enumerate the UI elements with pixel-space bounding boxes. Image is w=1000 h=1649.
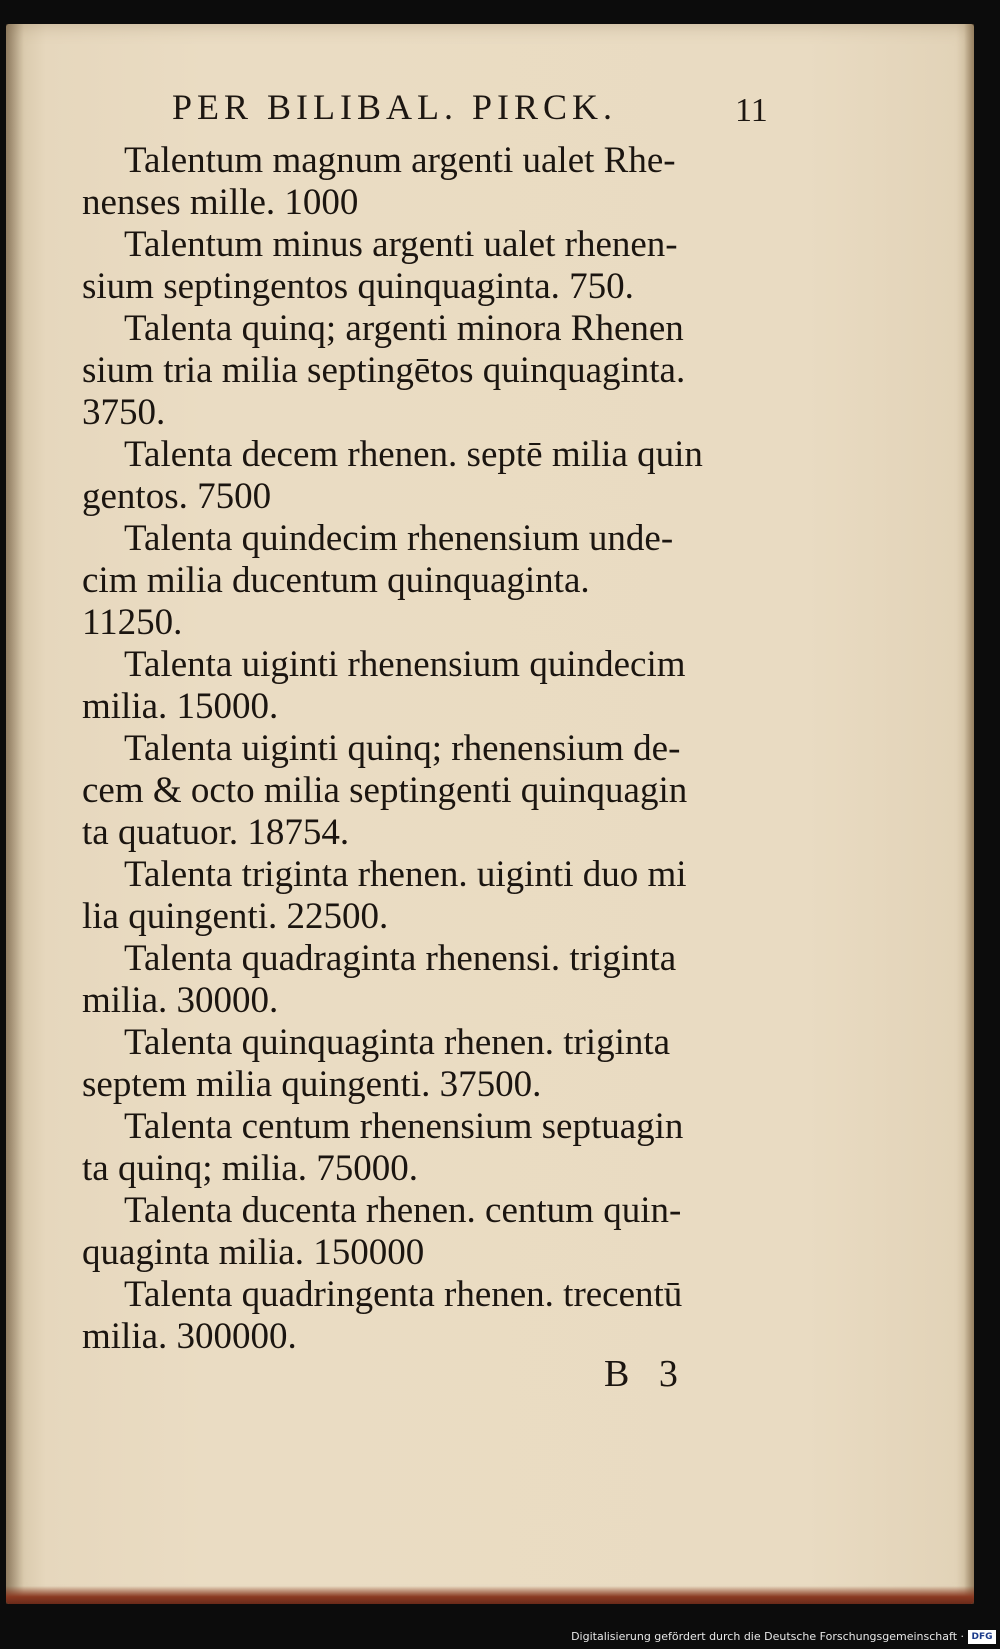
text-line: 3750. — [82, 392, 166, 433]
text-line: Talenta triginta rhenen. uiginti duo mi — [124, 854, 687, 895]
text-line: 11250. — [82, 602, 183, 643]
text-line: Talenta uiginti quinq; rhenensium de- — [124, 728, 681, 769]
text-line: gentos. 7500 — [82, 476, 272, 517]
text-line: septem milia quingenti. 37500. — [82, 1064, 542, 1105]
text-line: sium septingentos quinquaginta. 750. — [82, 266, 634, 307]
running-head: PER BILIBAL. PIRCK. — [172, 87, 618, 127]
text-line: Talenta centum rhenensium septuagin — [124, 1106, 684, 1147]
text-line: ta quatuor. 18754. — [82, 812, 350, 853]
signature-mark: B 3 — [604, 1353, 688, 1395]
text-line: Talenta decem rhenen. septē milia quin — [124, 434, 703, 475]
text-line: Talenta ducenta rhenen. centum quin- — [124, 1190, 682, 1231]
text-line: cim milia ducentum quinquaginta. — [82, 560, 590, 601]
text-line: Talenta quinquaginta rhenen. triginta — [124, 1022, 671, 1063]
page-edge-shadow — [964, 24, 974, 1604]
page-number: 11 — [735, 92, 768, 129]
dfg-logo-icon: DFG — [968, 1630, 996, 1644]
book-edge — [6, 1586, 974, 1604]
text-line: Talenta quindecim rhenensium unde- — [124, 518, 674, 559]
text-line: Talenta uiginti rhenensium quindecim — [124, 644, 686, 685]
text-line: ta quinq; milia. 75000. — [82, 1148, 419, 1189]
text-line: Talenta quinq; argenti minora Rhenen — [124, 308, 684, 349]
text-line: nenses mille. 1000 — [82, 182, 359, 223]
text-block — [82, 140, 772, 1358]
text-line: Talenta quadringenta rhenen. trecentū — [124, 1274, 683, 1315]
text-line: milia. 30000. — [82, 980, 279, 1021]
text-line: milia. 300000. — [82, 1316, 297, 1357]
text-line: Talentum magnum argenti ualet Rhe- — [124, 140, 676, 181]
text-line: quaginta milia. 150000 — [82, 1232, 425, 1273]
text-line: cem & octo milia septingenti quinquagin — [82, 770, 688, 811]
funding-credit: Digitalisierung gefördert durch die Deutsche Forschungsgemeinschaft · — [571, 1630, 964, 1643]
text-line: Talentum minus argenti ualet rhenen- — [124, 224, 678, 265]
spine-shadow — [6, 24, 24, 1604]
text-line: milia. 15000. — [82, 686, 279, 727]
text-line: sium tria milia septingētos quinquaginta. — [82, 350, 686, 391]
credit-bar — [0, 1619, 1000, 1649]
text-line: lia quingenti. 22500. — [82, 896, 389, 937]
text-line: Talenta quadraginta rhenensi. triginta — [124, 938, 677, 979]
